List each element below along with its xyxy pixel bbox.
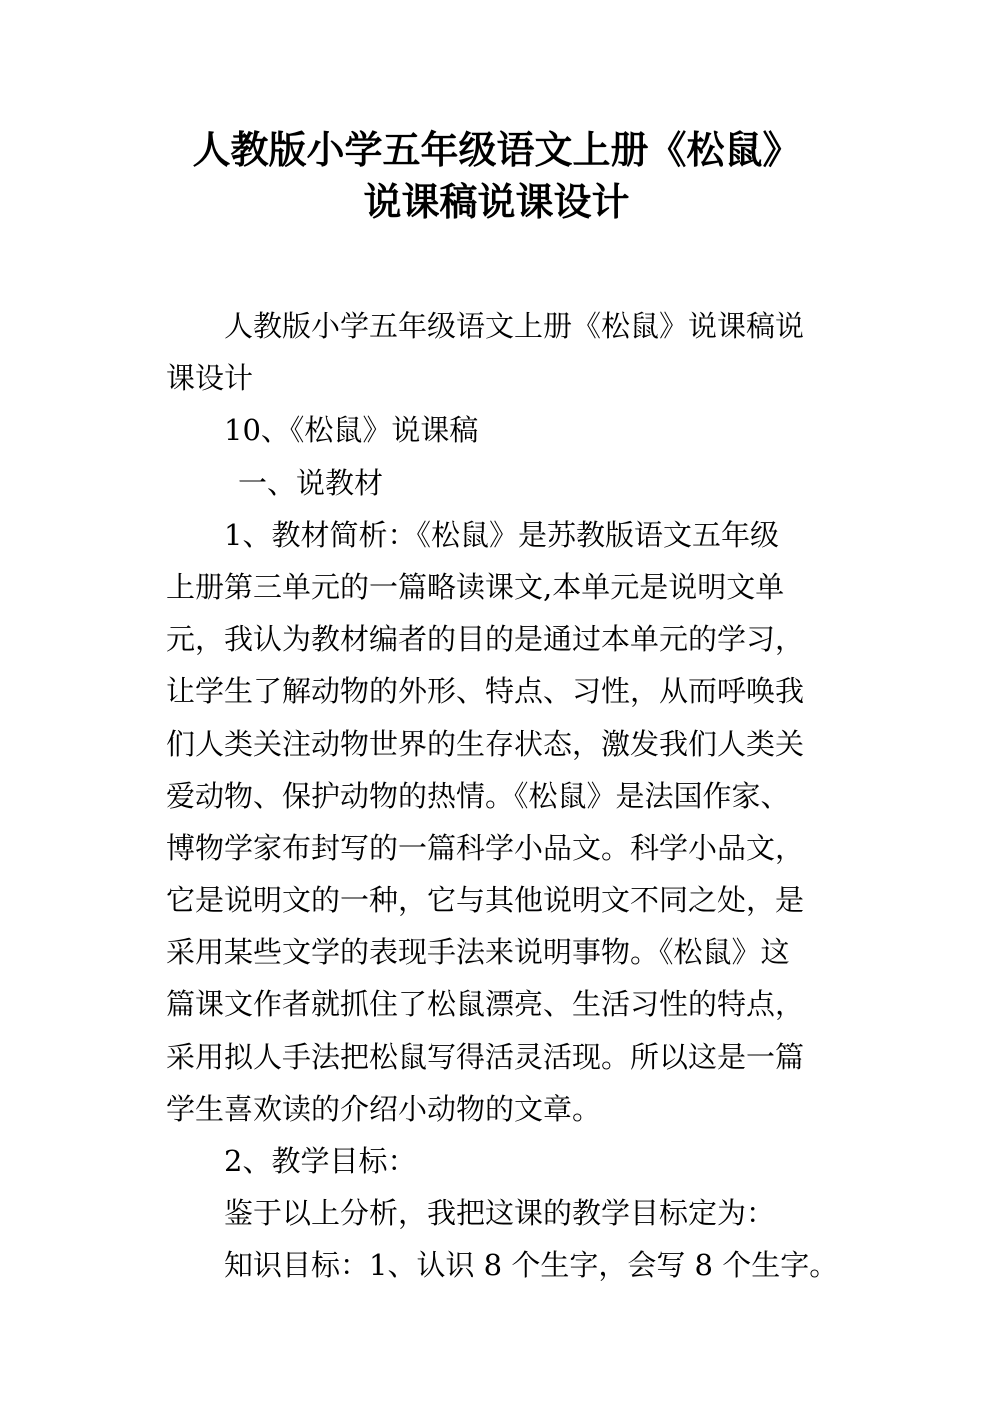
section-heading-goals: 2、教学目标： xyxy=(224,1144,417,1178)
analysis-paragraph-line: 篇课文作者就抓住了松鼠漂亮、生活习性的特点， xyxy=(166,987,805,1022)
analysis-paragraph-line: 它是说明文的一种，它与其他说明文不同之处，是 xyxy=(166,883,805,918)
document-body xyxy=(166,300,839,1292)
analysis-paragraph-line: 爱动物、保护动物的热情。《松鼠》是法国作家、 xyxy=(166,778,790,813)
knowledge-goal-line: 知识目标：1、认识 8 个生字，会写 8 个生字。 xyxy=(224,1248,839,1283)
analysis-paragraph-line: 让学生了解动物的外形、特点、习性，从而呼唤我 xyxy=(166,674,805,709)
intro-paragraph-line: 课设计 xyxy=(166,361,254,396)
analysis-paragraph-line: 1、教材简析：《松鼠》是苏教版语文五年级 xyxy=(224,517,779,552)
analysis-paragraph-line: 采用拟人手法把松鼠写得活灵活现。所以这是一篇 xyxy=(166,1039,805,1074)
section-heading-textbook: 一、说教材 xyxy=(238,465,384,500)
analysis-paragraph-line: 博物学家布封写的一篇科学小品文。科学小品文， xyxy=(166,830,805,865)
document-title-line-2: 说课稿说课设计 xyxy=(363,180,630,224)
document-title-line-1: 人教版小学五年级语文上册《松鼠》 xyxy=(192,128,801,172)
analysis-paragraph-line: 们人类关注动物世界的生存状态，激发我们人类关 xyxy=(166,726,805,761)
analysis-paragraph-line: 元，我认为教材编者的目的是通过本单元的学习， xyxy=(166,622,805,657)
analysis-paragraph-line: 学生喜欢读的介绍小动物的文章。 xyxy=(166,1091,602,1126)
goals-paragraph-line: 鉴于以上分析，我把这课的教学目标定为： xyxy=(224,1196,776,1231)
analysis-paragraph-line: 采用某些文学的表现手法来说明事物。《松鼠》这 xyxy=(166,935,790,970)
section-heading-lesson: 10、《松鼠》说课稿 xyxy=(224,413,479,448)
intro-paragraph-line: 人教版小学五年级语文上册《松鼠》说课稿说 xyxy=(224,309,805,343)
analysis-paragraph-line: 上册第三单元的一篇略读课文,本单元是说明文单 xyxy=(166,569,785,604)
